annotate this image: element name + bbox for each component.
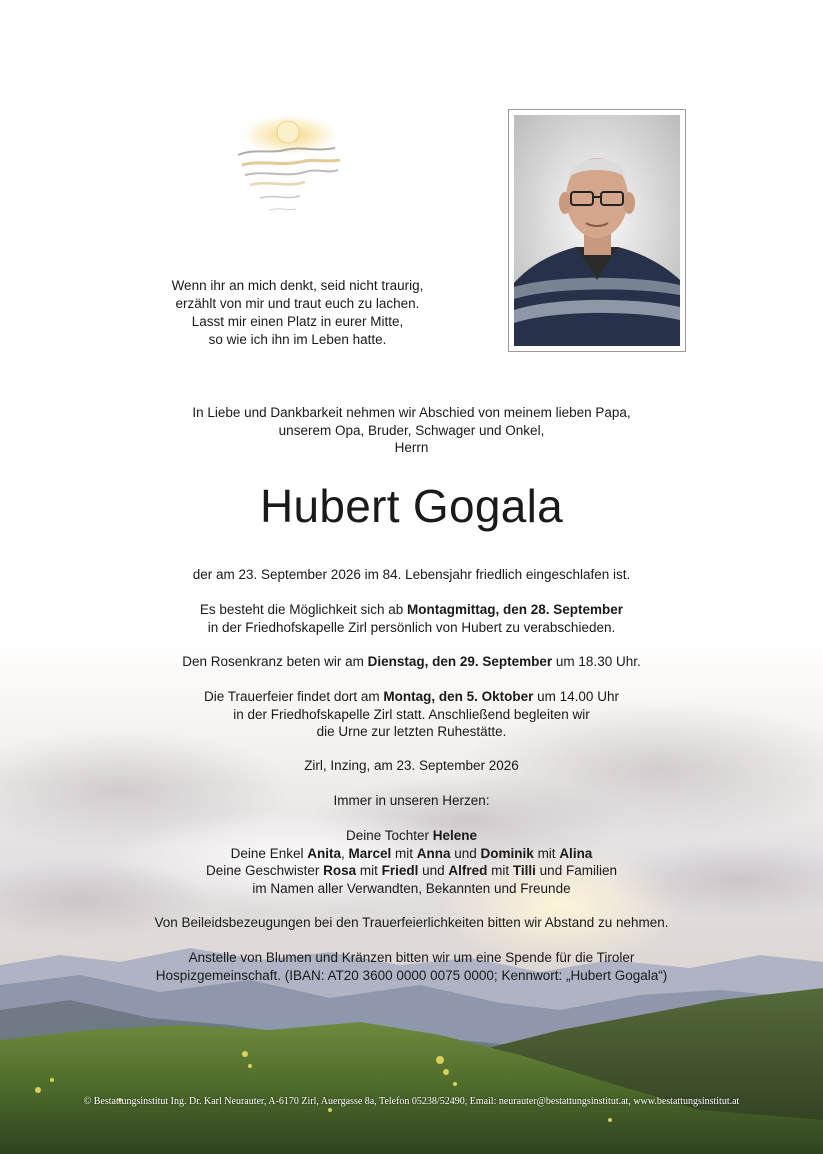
hearts-line: Immer in unseren Herzen: (333, 793, 490, 808)
poem-line: so wie ich ihn im Leben hatte. (208, 332, 387, 347)
intro-text (40, 404, 783, 457)
rosary-time: um 18.30 Uhr. (552, 654, 641, 669)
rosary-text: Den Rosenkranz beten wir am (182, 654, 368, 669)
funeral-line-2: in der Friedhofskapelle Zirl statt. Anschließend begleiten wir (233, 706, 590, 722)
connector: und (450, 845, 481, 861)
hearts-heading (40, 792, 783, 810)
connector: und (418, 863, 449, 878)
condolence-note (40, 914, 783, 932)
mourner-name: Tilli (512, 863, 536, 878)
donation-line-2: Hospizgemeinschaft. (IBAN: AT20 3600 0000 0075 0000; Kennwort: „Hubert Gogala“) (155, 967, 668, 983)
mourner-name: Anna (416, 845, 451, 861)
mourner-daughter (40, 827, 783, 845)
mourner-name: Helene (432, 828, 478, 843)
mourner-grandchildren (40, 845, 783, 863)
death-notice-line: der am 23. September 2026 im 84. Lebensjahr friedlich eingeschlafen ist. (192, 567, 631, 582)
mourner-name: Alfred (448, 863, 488, 878)
mourner-name: Anita (307, 845, 341, 861)
funeral-line-3: die Urne zur letzten Ruhestätte. (316, 724, 507, 739)
rosary-line (40, 653, 783, 671)
mourners-list (40, 827, 783, 897)
farewell-paragraph (40, 601, 783, 636)
donation-line-1: Anstelle von Blumen und Kränzen bitten wir um eine Spende für die Tiroler (188, 950, 635, 965)
farewell-date: Montagmittag, den 28. September (407, 602, 624, 617)
separator: , (340, 845, 349, 861)
place-date-line: Zirl, Inzing, am 23. September 2026 (304, 758, 519, 773)
death-notice (40, 566, 783, 584)
donation-note (40, 949, 783, 984)
portrait-photo (514, 115, 680, 346)
mourner-name: Dominik (480, 845, 534, 861)
intro-line: In Liebe und Dankbarkeit nehmen wir Abschied von meinem lieben Papa, (192, 405, 631, 420)
mourner-label: Deine Geschwister (206, 863, 324, 878)
condolence-line: Von Beileidsbezeugungen bei den Trauerfeierlichkeiten bitten wir Abstand zu nehmen. (154, 915, 669, 930)
funeral-paragraph (40, 688, 783, 741)
farewell-line-1 (40, 601, 783, 619)
sunset-illustration (230, 110, 345, 220)
mourner-label: Deine Enkel (230, 845, 308, 861)
mourner-label: Deine Tochter (345, 828, 433, 843)
footer-imprint: © Bestattungsinstitut Ing. Dr. Karl Neurauter, A-6170 Zirl, Auergasse 8a, Telefon 05238/52490, Email: neurauter@bestattungsinstitut.at, www.bestattungsinstitut.at (83, 1096, 740, 1107)
funeral-line-1 (40, 688, 783, 706)
farewell-line-2: in der Friedhofskapelle Zirl persönlich von Hubert zu verabschieden. (207, 619, 616, 635)
place-date (40, 757, 783, 775)
poem-line: erzählt von mir und traut euch zu lachen. (175, 296, 420, 311)
intro-line: unserem Opa, Bruder, Schwager und Onkel, (278, 422, 545, 438)
portrait-photo-frame (508, 109, 686, 352)
mourner-name: Rosa (323, 863, 357, 878)
farewell-text: Es besteht die Möglichkeit sich ab (199, 602, 408, 617)
mourner-siblings (40, 862, 783, 880)
poem-line: Wenn ihr an mich denkt, seid nicht traurig, (171, 278, 424, 293)
mourner-relatives: im Namen aller Verwandten, Bekannten und Freunde (252, 880, 571, 896)
connector: mit (487, 863, 513, 878)
connector: und Familien (535, 863, 617, 878)
funeral-time: um 14.00 Uhr (533, 689, 619, 704)
poem-line: Lasst mir einen Platz in eurer Mitte, (191, 314, 404, 329)
connector: mit (356, 863, 382, 878)
connector: mit (533, 845, 560, 861)
rosary-date: Dienstag, den 29. September (367, 654, 553, 669)
mourner-name: Friedl (381, 863, 419, 878)
rosary-paragraph (40, 653, 783, 671)
mourner-name: Marcel (348, 845, 392, 861)
funeral-text: Die Trauerfeier findet dort am (204, 689, 384, 704)
poem (120, 277, 475, 349)
funeral-date: Montag, den 5. Oktober (383, 689, 534, 704)
mourner-name: Alina (559, 845, 593, 861)
intro-line: Herrn (394, 440, 429, 455)
deceased-name: Hubert Gogala (259, 480, 564, 532)
connector: mit (391, 845, 417, 861)
